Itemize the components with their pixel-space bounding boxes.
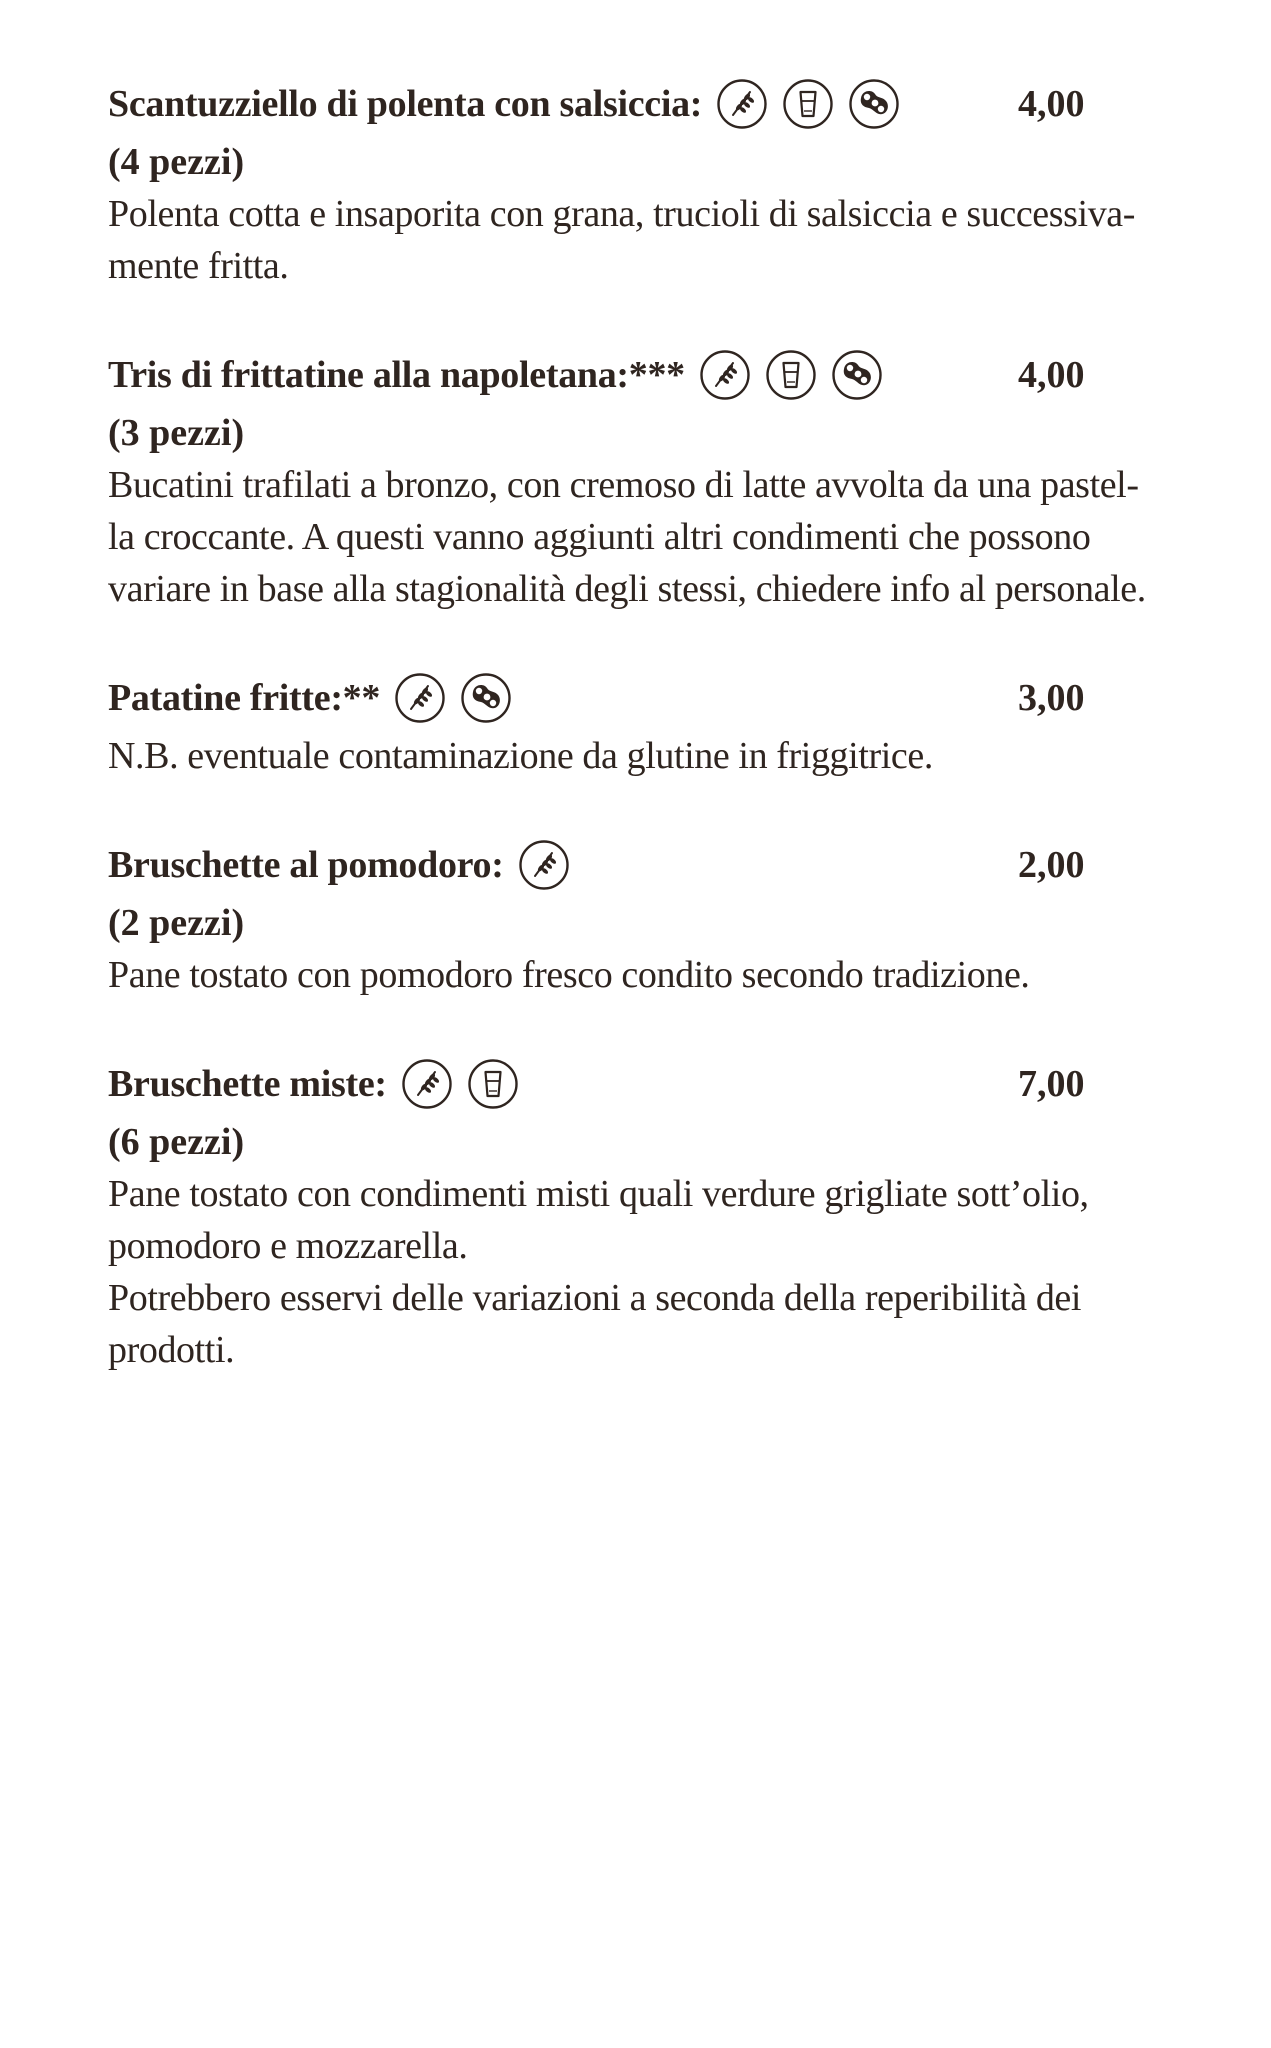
menu-item-header	[108, 1052, 1178, 1116]
dish-description	[108, 459, 1183, 615]
wheat-gluten-icon	[401, 1058, 453, 1110]
dish-price: 2,00	[1018, 844, 1085, 886]
description-line: mente fritta.	[108, 245, 289, 287]
dish-pieces: (6 pezzi)	[108, 1121, 245, 1163]
dish-name: Scantuzziello di polenta con salsiccia:	[108, 83, 703, 125]
dish-name: Tris di frittatine alla napoletana:***	[108, 354, 685, 396]
allergen-icons	[518, 839, 584, 891]
allergen-icons	[401, 1058, 533, 1110]
description-line: Pane tostato con condimenti misti quali verdure grigliate sott’olio,	[108, 1173, 1089, 1215]
dish-description	[108, 1168, 1183, 1376]
description-line: pomodoro e mozzarella.	[108, 1225, 468, 1267]
description-line: N.B. eventuale contaminazione da glutine in friggitrice.	[108, 735, 933, 777]
description-line: Polenta cotta e insaporita con grana, trucioli di salsiccia e successiva-	[108, 193, 1136, 235]
dish-description	[108, 949, 1183, 1001]
dish-price: 4,00	[1018, 354, 1085, 396]
menu-item-header	[108, 666, 1178, 730]
allergen-icons	[394, 672, 526, 724]
menu-item	[108, 666, 1178, 782]
wheat-gluten-icon	[716, 78, 768, 130]
milk-glass-icon	[467, 1058, 519, 1110]
dish-price: 3,00	[1018, 677, 1085, 719]
dish-description	[108, 730, 1183, 782]
soy-bean-icon	[831, 349, 883, 401]
allergen-icons	[699, 349, 897, 401]
menu-item	[108, 343, 1178, 615]
dish-price: 4,00	[1018, 83, 1085, 125]
dish-description	[108, 188, 1183, 292]
wheat-gluten-icon	[394, 672, 446, 724]
dish-price: 7,00	[1018, 1063, 1085, 1105]
menu-item-header	[108, 833, 1178, 897]
menu-item-header	[108, 72, 1178, 136]
dish-name: Bruschette miste:	[108, 1063, 387, 1105]
wheat-gluten-icon	[518, 839, 570, 891]
menu-item-header	[108, 343, 1178, 407]
milk-glass-icon	[765, 349, 817, 401]
description-line: la croccante. A questi vanno aggiunti altri condimenti che possono	[108, 516, 1091, 558]
soy-bean-icon	[460, 672, 512, 724]
dish-name: Bruschette al pomodoro:	[108, 844, 504, 886]
description-line: Potrebbero esservi delle variazioni a seconda della reperibilità dei	[108, 1277, 1082, 1319]
milk-glass-icon	[782, 78, 834, 130]
menu-item	[108, 1052, 1178, 1376]
allergen-icons	[716, 78, 914, 130]
dish-pieces: (3 pezzi)	[108, 412, 245, 454]
description-line: Bucatini trafilati a bronzo, con cremoso di latte avvolta da una pastel-	[108, 464, 1139, 506]
description-line: variare in base alla stagionalità degli stessi, chiedere info al personale.	[108, 568, 1146, 610]
dish-pieces: (2 pezzi)	[108, 902, 245, 944]
menu-item	[108, 833, 1178, 1001]
menu-list	[108, 72, 1178, 1427]
description-line: Pane tostato con pomodoro fresco condito secondo tradizione.	[108, 954, 1030, 996]
soy-bean-icon	[848, 78, 900, 130]
wheat-gluten-icon	[699, 349, 751, 401]
description-line: prodotti.	[108, 1329, 235, 1371]
menu-item	[108, 72, 1178, 292]
dish-pieces: (4 pezzi)	[108, 141, 245, 183]
dish-name: Patatine fritte:**	[108, 677, 381, 719]
